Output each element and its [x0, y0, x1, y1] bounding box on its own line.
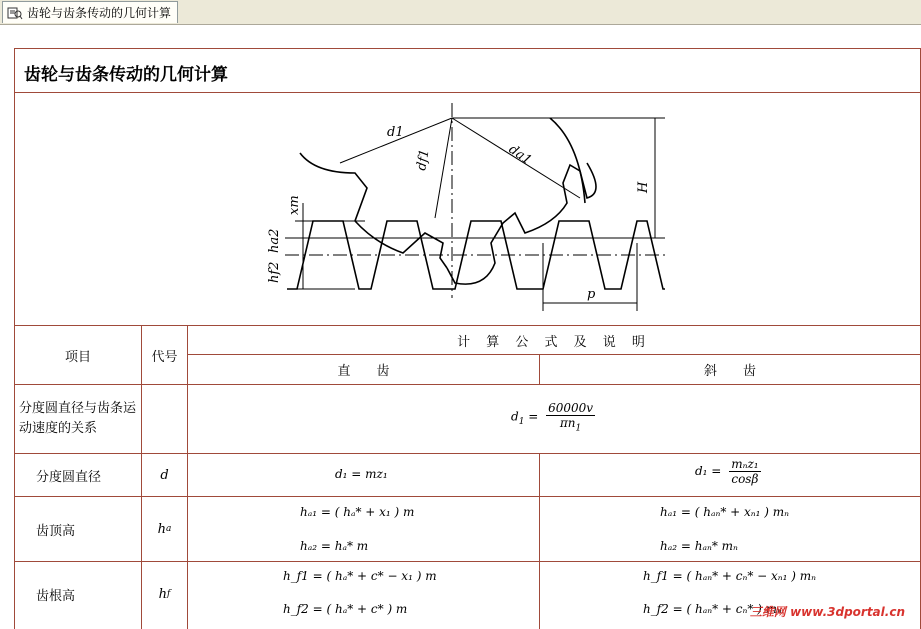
row-item-label: 齿顶高 [36, 523, 76, 539]
row-item-label: 分度圆直径与齿条运动速度的关系 [19, 401, 137, 436]
label-p: p [587, 287, 596, 302]
formula-spur-ha1: hₐ₁ = ( hₐ* + x₁ ) m [300, 505, 415, 519]
formula-spur-hf2: h_f2 = ( hₐ* + c* ) m [283, 602, 408, 616]
formula-helical-ha1: hₐ₁ = ( hₐₙ* + xₙ₁ ) mₙ [660, 505, 789, 519]
formula-helical-hf1: h_f1 = ( hₐₙ* + cₙ* − xₙ₁ ) mₙ [643, 569, 817, 583]
page-title: 齿轮与齿条传动的几何计算 [24, 65, 228, 85]
header-helical: 斜 齿 [703, 364, 756, 379]
document-page [14, 48, 921, 629]
formula-helical-ha2: hₐ₂ = hₐₙ* mₙ [660, 539, 738, 553]
label-ha2: ha2 [267, 228, 282, 253]
row-symbol: h f [158, 586, 171, 602]
header-formula: 计 算 公 式 及 说 明 [457, 334, 651, 350]
watermark: 三维网 www.3dportal.cn [749, 605, 905, 619]
formula-helical-d1: d₁ = $\frac{\text{mₙz₁}}{\cos\beta}$ [695, 457, 759, 486]
header-symbol: 代号 [151, 349, 178, 365]
formula-spur-hf1: h_f1 = ( hₐ* + c* − x₁ ) m [283, 569, 437, 583]
row-symbol: d [160, 467, 169, 483]
formula-spur-d1: d₁ = mz₁ [335, 467, 388, 481]
gear-rack-diagram [15, 93, 920, 325]
label-xm: xm [287, 195, 302, 215]
header-spur: 直 齿 [337, 364, 390, 379]
label-df1: df1 [414, 148, 433, 172]
label-da1: da1 [505, 141, 535, 169]
label-d1: d1 [387, 125, 404, 140]
row-symbol: h a [157, 521, 172, 537]
formula-helical-hf2: h_f2 = ( hₐₙ* + cₙ* ) mₙ [643, 602, 782, 616]
row-item-label: 齿根高 [36, 588, 76, 604]
document-tab[interactable] [2, 1, 178, 23]
divider [15, 384, 920, 385]
label-hf2: hf2 [267, 261, 282, 283]
formula-pitch-speed: $d_1$ = $\frac{60000v}{\pi n_1}$ [511, 401, 594, 434]
formula-spur-ha2: hₐ₂ = hₐ* m [300, 539, 369, 553]
row-item-label: 分度圆直径 [36, 469, 102, 485]
header-item: 项目 [64, 349, 91, 365]
document-icon [7, 5, 23, 21]
divider [539, 453, 540, 629]
label-H: H [636, 181, 651, 193]
tab-bar [0, 0, 921, 25]
tab-label: 齿轮与齿条传动的几何计算 [27, 6, 172, 20]
